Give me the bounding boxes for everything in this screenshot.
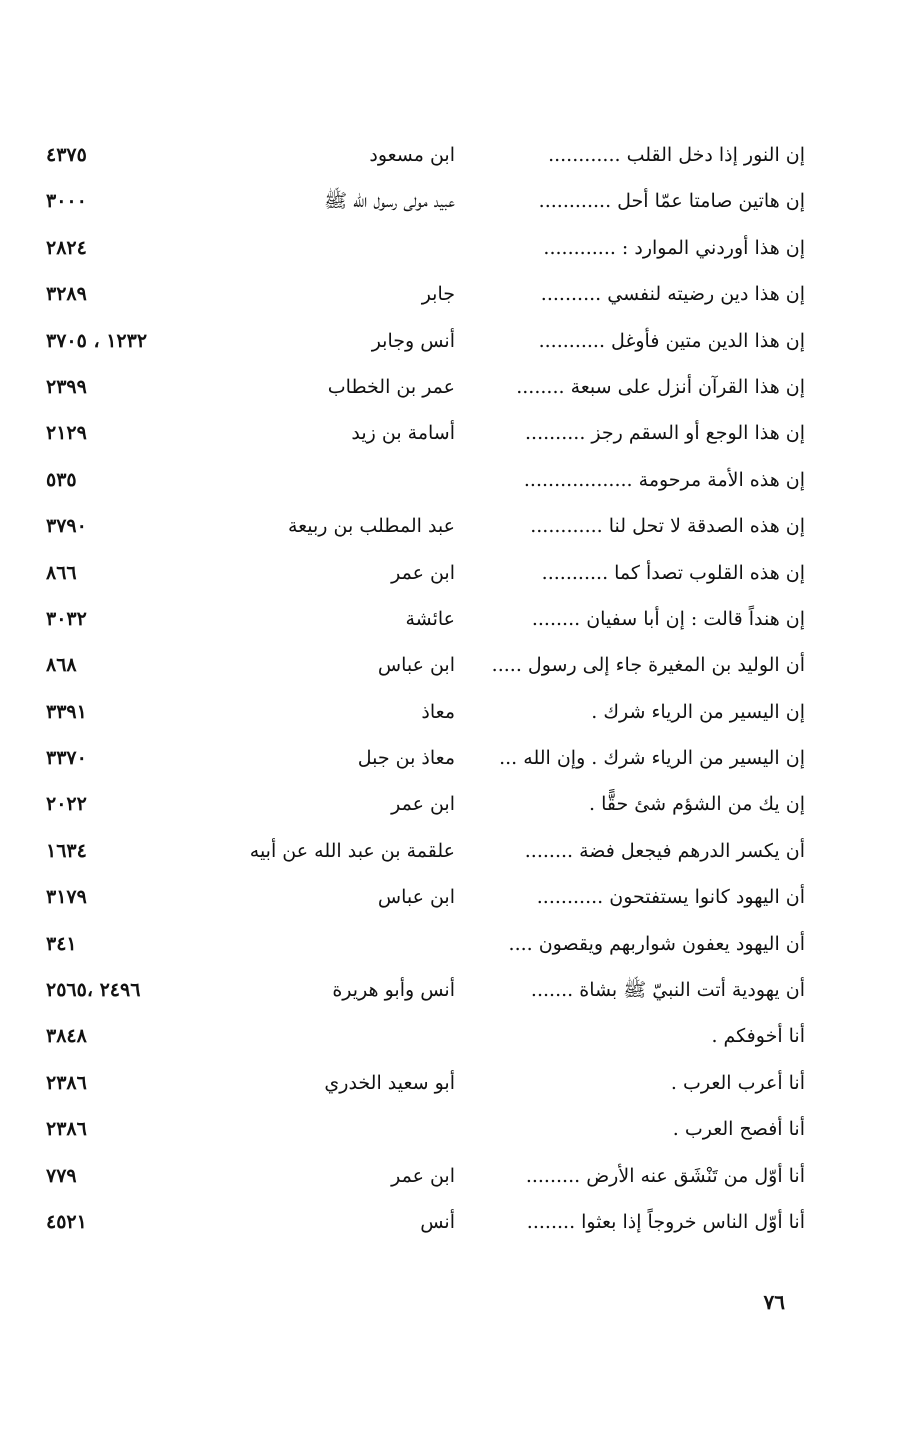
hadith-number: ٣٤١ — [46, 932, 77, 955]
hadith-text: إن هذه القلوب تصدأ كما ........... — [541, 561, 805, 584]
narrator-name: جابر — [421, 283, 455, 306]
hadith-text: أن الوليد بن المغيرة جاء إلى رسول ..... — [491, 654, 805, 677]
narrator-name: ابن عمر — [391, 561, 455, 584]
hadith-number: ٥٣٥ — [46, 468, 77, 491]
index-entry — [40, 967, 815, 1013]
hadith-text: إن يك من الشؤم شئ حقًّا . — [589, 793, 805, 816]
hadith-text: أنا أفصح العرب . — [672, 1118, 805, 1141]
narrator-name: معاذ بن جبل — [357, 747, 455, 770]
hadith-text: إن هذا أوردني الموارد : ............ — [543, 236, 805, 259]
narrator-name: أنس وجابر — [371, 329, 455, 352]
hadith-number: ٣٣٧٠ — [46, 747, 87, 770]
hadith-number: ٣٣٩١ — [46, 700, 87, 723]
hadith-text: إن هاتين صامتا عمّا أحل ............ — [538, 190, 805, 213]
hadith-number: ٧٧٩ — [46, 1164, 77, 1187]
hadith-number: ٢١٢٩ — [46, 422, 87, 445]
index-entry — [40, 503, 815, 549]
hadith-number: ٢٣٨٦ — [46, 1118, 87, 1141]
hadith-text: إن النور إذا دخل القلب ............ — [548, 144, 805, 166]
hadith-number: ٢٠٢٢ — [46, 793, 87, 816]
index-entry — [40, 178, 815, 224]
hadith-number: ٨٦٨ — [46, 654, 77, 677]
index-entry — [40, 1060, 815, 1106]
narrator-name: عائشة — [405, 607, 455, 630]
index-entry — [40, 642, 815, 688]
index-entry — [40, 1013, 815, 1059]
index-entry — [40, 457, 815, 503]
hadith-number: ٣٨٤٨ — [46, 1025, 87, 1048]
hadith-text: أنا أوّل من تَنْشَق عنه الأرض ......... — [525, 1164, 805, 1187]
index-entry — [40, 735, 815, 781]
index-entry — [40, 225, 815, 271]
hadith-text: أن يكسر الدرهم فيجعل فضة ........ — [524, 839, 805, 862]
narrator-name: ابن عمر — [391, 1164, 455, 1187]
index-entry — [40, 1106, 815, 1152]
hadith-number: ٨٦٦ — [46, 561, 77, 584]
hadith-index-list — [40, 132, 815, 1245]
hadith-text: إن هذا القرآن أنزل على سبعة ........ — [516, 375, 805, 398]
hadith-number: ٣٢٨٩ — [46, 283, 87, 306]
index-entry — [40, 1199, 815, 1245]
index-entry — [40, 828, 815, 874]
hadith-text: إن اليسير من الرياء شرك . — [591, 700, 805, 723]
hadith-number: ٢٣٨٦ — [46, 1071, 87, 1094]
index-entry — [40, 689, 815, 735]
hadith-number: ٣١٧٩ — [46, 886, 87, 909]
index-entry — [40, 410, 815, 456]
index-entry — [40, 781, 815, 827]
narrator-name: ابن عباس — [377, 654, 455, 677]
hadith-number: ١٦٣٤ — [46, 839, 87, 862]
hadith-number: ٤٣٧٥ — [46, 144, 87, 166]
narrator-name: أنس وأبو هريرة — [332, 979, 455, 1002]
hadith-text: إن هذا دين رضيته لنفسي .......... — [540, 283, 805, 306]
narrator-name: ابن عمر — [391, 793, 455, 816]
hadith-number: ٢٨٢٤ — [46, 236, 87, 259]
hadith-text: أنا أخوفكم . — [711, 1025, 805, 1048]
hadith-number: ٢٣٩٩ — [46, 375, 87, 398]
hadith-text: أن يهودية أتت النبيّ ﷺ بشاة ....... — [530, 979, 805, 1002]
index-entry — [40, 874, 815, 920]
narrator-name: أنس — [420, 1210, 455, 1233]
narrator-name: ابن مسعود — [369, 144, 455, 166]
hadith-number: ٣٠٠٠ — [46, 190, 87, 213]
narrator-name: معاذ — [421, 700, 455, 723]
narrator-name: علقمة بن عبد الله عن أبيه — [249, 839, 455, 862]
index-entry — [40, 318, 815, 364]
narrator-name: أسامة بن زيد — [351, 422, 455, 445]
index-entry — [40, 596, 815, 642]
index-entry — [40, 1153, 815, 1199]
hadith-number: ٢٤٩٦ ،٢٥٦٥ — [46, 979, 141, 1002]
narrator-name: ابن عباس — [377, 886, 455, 909]
hadith-text: أنا أعرب العرب . — [670, 1071, 805, 1094]
hadith-text: إن هذه الصدقة لا تحل لنا ............ — [530, 515, 805, 538]
hadith-number: ٤٥٢١ — [46, 1210, 87, 1233]
hadith-number: ١٢٣٢ ، ٣٧٠٥ — [46, 329, 148, 352]
hadith-text: إن هذا الدين متين فأوغل ........... — [538, 329, 805, 352]
hadith-text: أنا أوّل الناس خروجاً إذا بعثوا ........ — [526, 1210, 805, 1233]
page-number: ٧٦ — [763, 1290, 785, 1314]
hadith-text: أن اليهود يعفون شواربهم ويقصون .... — [508, 932, 805, 955]
index-entry — [40, 364, 815, 410]
hadith-number: ٣٧٩٠ — [46, 515, 87, 538]
narrator-name: عمر بن الخطاب — [327, 375, 455, 398]
hadith-text: إن هنداً قالت : إن أبا سفيان ........ — [531, 607, 805, 630]
hadith-text: أن اليهود كانوا يستفتحون ........... — [536, 886, 805, 909]
index-entry — [40, 132, 815, 178]
narrator-name: عبيد مولى رسول الله ﷺ — [324, 190, 455, 213]
hadith-text: إن هذا الوجع أو السقم رجز .......... — [524, 422, 805, 445]
hadith-text: إن هذه الأمة مرحومة .................. — [523, 468, 805, 491]
narrator-name: أبو سعيد الخدري — [324, 1071, 455, 1094]
hadith-text: إن اليسير من الرياء شرك . وإن الله ... — [499, 747, 805, 770]
index-entry — [40, 271, 815, 317]
index-entry — [40, 550, 815, 596]
narrator-name: عبد المطلب بن ربيعة — [287, 515, 455, 538]
index-entry — [40, 921, 815, 967]
hadith-number: ٣٠٣٢ — [46, 607, 87, 630]
